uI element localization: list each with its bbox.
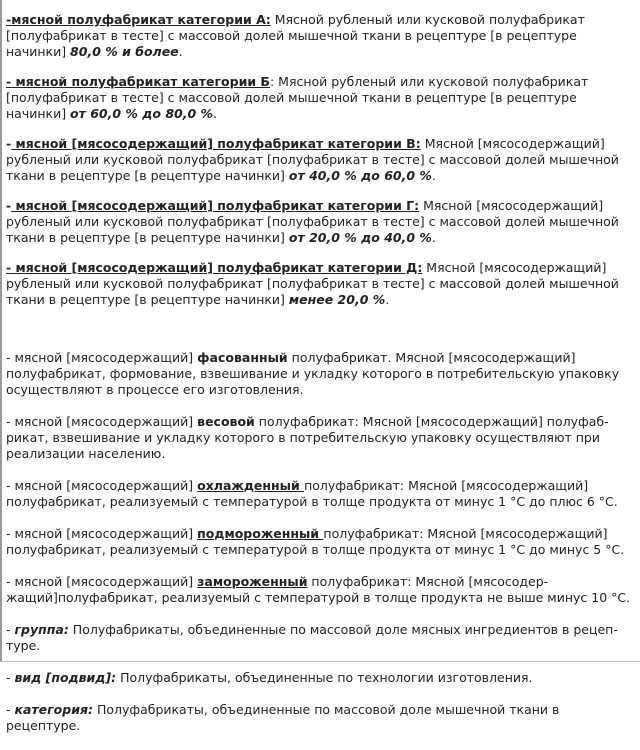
document-content [6,12,636,750]
category-b-paragraph [6,74,636,122]
left-border [0,0,2,662]
category-v-value: от 40,0 % до 60,0 % [288,168,432,183]
category-d-prefix: - [6,260,12,275]
definition-kind-body: Полуфабрикаты, объединенные по технологии изготовления. [116,670,533,685]
type-semifrozen-paragraph [6,526,636,558]
category-a-term: мясной полуфабрикат категории А: [11,12,271,27]
type-chilled-term: охлажденный [197,478,305,493]
type-frozen-term: замороженный [197,574,308,589]
definition-group-term: группа: [14,622,69,637]
category-v-term: мясной [мясосодержащий] полуфабрикат категории В: [11,136,421,151]
definition-category-body: Полуфабрикаты, объединенные по массовой доле мышечной ткани в рецептуре. [6,702,560,733]
category-b-term: мясной полуфабрикат категории Б [11,74,270,89]
definition-kind-lead: - [6,670,15,685]
category-d-term: мясной [мясосодержащий] полуфабрикат категории Д: [11,260,423,275]
category-b-prefix: - [6,74,12,89]
type-semifrozen-lead: - мясной [мясосодержащий] [6,526,198,541]
category-g-prefix: - [6,198,12,213]
type-frozen-body: полуфабрикат: Мясной [мясосодер-жащий]полуфабрикат, реализуемый с температурой в толще продукта не выше минус 10 °С. [6,574,631,605]
type-chilled-paragraph [6,478,636,510]
category-a-suffix: . [178,44,183,59]
type-packaged-term: фасованный [197,350,288,365]
type-chilled-lead: - мясной [мясосодержащий] [6,478,198,493]
category-a-value: 80,0 % и более [70,44,179,59]
definition-category-term: категория: [14,702,93,717]
type-packaged-lead: - мясной [мясосодержащий] [6,350,198,365]
category-v-prefix: - [6,136,12,151]
type-weight-paragraph [6,414,636,462]
category-v-suffix: . [431,168,436,183]
category-v-body: Мясной [мясосодержащий] рубленый или кусковой полуфабрикат [полуфабрикат в тесте] с массовой долей мышечной ткани в рецептуре [в рецептуре начинки] [6,136,619,183]
category-a-paragraph [6,12,636,60]
category-g-suffix: . [431,230,436,245]
type-semifrozen-term: подмороженный [197,526,324,541]
definition-group-lead: - [6,622,15,637]
type-frozen-paragraph [6,574,636,606]
definition-category-lead: - [6,702,15,717]
definition-group-paragraph [6,622,636,654]
category-v-paragraph [6,136,636,184]
category-d-suffix: . [385,292,390,307]
category-g-paragraph [6,198,636,246]
category-a-body: Мясной рубленый или кусковой полуфабрикат [полуфабрикат в тесте] с массовой долей мышечной ткани в рецептуре [в рецептуре начинки] [6,12,585,59]
definition-kind-term: вид [подвид]: [14,670,117,685]
category-d-paragraph [6,260,636,308]
category-b-suffix: . [213,106,218,121]
section-gap [6,322,636,350]
definition-group-body: Полуфабрикаты, объединенные по массовой доле мясных ингредиентов в рецеп-туре. [6,622,618,653]
category-b-value: от 60,0 % до 80,0 % [70,106,214,121]
category-g-value: от 20,0 % до 40,0 % [288,230,432,245]
type-chilled-body: полуфабрикат: Мясной [мясосодержащий] полуфабрикат, реализуемый с температурой в толще продукта от минус 1 °С до плюс 6 °С. [6,478,618,509]
definition-kind-paragraph [6,670,636,686]
definition-category-paragraph [6,702,636,734]
category-d-value: менее 20,0 % [288,292,386,307]
type-weight-lead: - мясной [мясосодержащий] [6,414,198,429]
type-weight-term: весовой [197,414,255,429]
type-frozen-lead: - мясной [мясосодержащий] [6,574,198,589]
category-g-body: Мясной [мясосодержащий] рубленый или кусковой полуфабрикат [полуфабрикат в тесте] с массовой долей мышечной ткани в рецептуре [в рецептуре начинки] [6,198,619,245]
type-semifrozen-body: полуфабрикат: Мясной [мясосодержащий] полуфабрикат, реализуемый с температурой в толще продукта от минус 1 °С до минус 5 °С. [6,526,625,557]
category-b-body: : Мясной рубленый или кусковой полуфабрикат [полуфабрикат в тесте] с массовой долей мышечной ткани в рецептуре [в рецептуре начинки] [6,74,589,121]
category-a-prefix: - [6,12,12,27]
category-d-body: Мясной [мясосодержащий] рубленый или кусковой полуфабрикат [полуфабрикат в тесте] с массовой долей мышечной ткани в рецептуре [в рецептуре начинки] [6,260,619,307]
type-packaged-paragraph [6,350,636,398]
type-packaged-body: полуфабрикат. Мясной [мясосодержащий] полуфабрикат, формование, взвешивание и укладку которого в потребительскую упаковку осуществляют в процессе его изготовления. [6,350,620,397]
category-g-term: мясной [мясосодержащий] полуфабрикат категории Г: [11,198,420,213]
type-weight-body: полуфабрикат: Мясной [мясосодержащий] полуфаб-рикат, взвешивание и укладку которого в потребительскую упаковку осуществляют при реализации населению. [6,414,609,461]
